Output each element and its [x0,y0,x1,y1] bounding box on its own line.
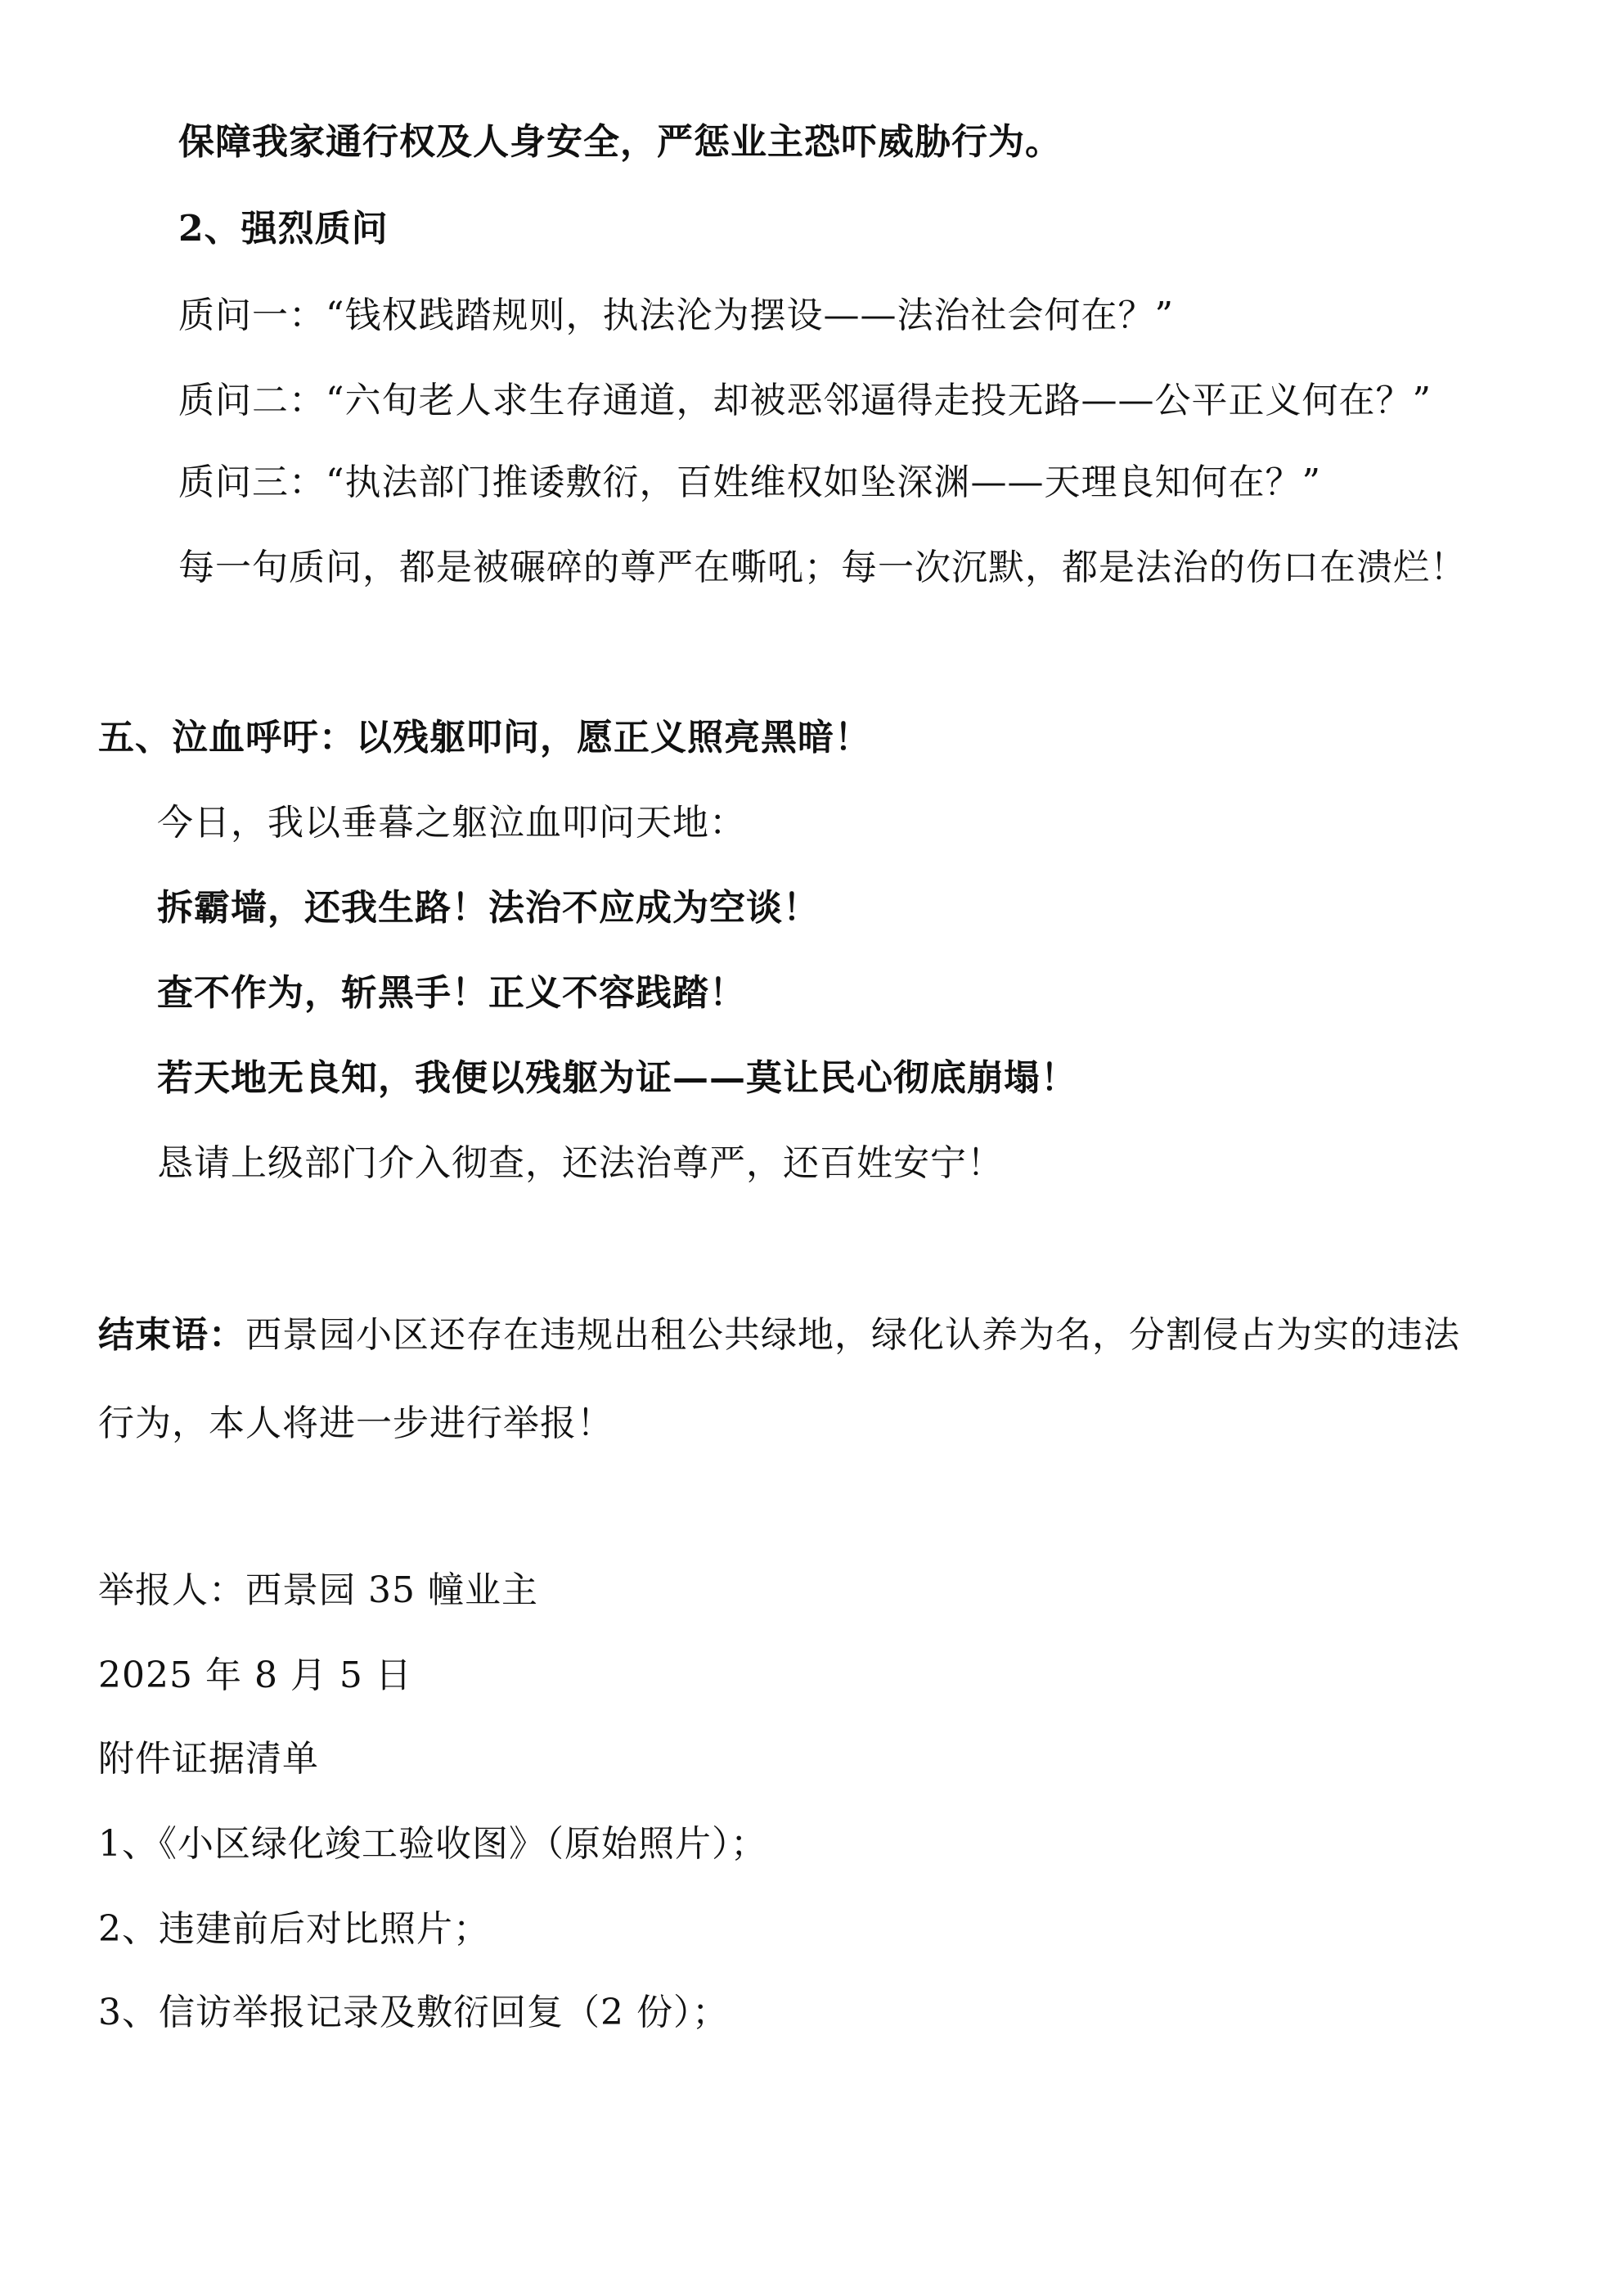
question-two: 质问二：“六旬老人求生存通道，却被恶邻逼得走投无路——公平正义何在？” [178,380,1432,421]
question-three: 质问三：“执法部门推诿敷衍，百姓维权如坠深渊——天理良知何在？” [178,461,1321,503]
questions-summary: 每一句质问，都是被碾碎的尊严在嘶吼；每一次沉默，都是法治的伤口在溃烂！ [178,547,1467,588]
protect-rights-line: 保障我家通行权及人身安全，严惩业主恐吓威胁行为。 [178,121,1062,163]
section-five-intro: 今日，我以垂暮之躯泣血叩问天地： [157,802,746,844]
attachment-item: 2、违建前后对比照片； [98,1908,490,1950]
attachment-item: 1、《小区绿化竣工验收图》（原始照片）； [98,1823,767,1865]
demand-one: 拆霸墙，还我生路！法治不应成为空谈！ [157,887,820,929]
closing-line-1 [98,1311,1460,1360]
reporter-line: 举报人：西景园 35 幢业主 [98,1569,538,1611]
closing-text-1: 西景园小区还存在违规出租公共绿地，绿化认养为名，分割侵占为实的违法 [245,1314,1460,1356]
closing-line-2: 行为，本人将进一步进行举报！ [98,1402,614,1444]
section-five-heading: 五、泣血呼吁：以残躯叩问，愿正义照亮黑暗！ [98,717,871,759]
demand-two: 查不作为，斩黑手！正义不容践踏！ [157,972,746,1014]
subheading-strong-questions: 2、强烈质问 [178,208,389,250]
demand-three: 若天地无良知，我便以残躯为证——莫让民心彻底崩塌！ [157,1057,1077,1099]
attachment-item: 3、信访举报记录及敷衍回复（2 份）； [98,1992,729,2033]
date-line: 2025 年 8 月 5 日 [98,1654,412,1696]
closing-label: 结束语： [98,1314,245,1356]
appeal-line: 恳请上级部门介入彻查，还法治尊严，还百姓安宁！ [157,1142,1004,1184]
question-one: 质问一：“钱权践踏规则，执法沦为摆设——法治社会何在？” [178,295,1174,336]
attachments-title: 附件证据清单 [98,1738,319,1780]
